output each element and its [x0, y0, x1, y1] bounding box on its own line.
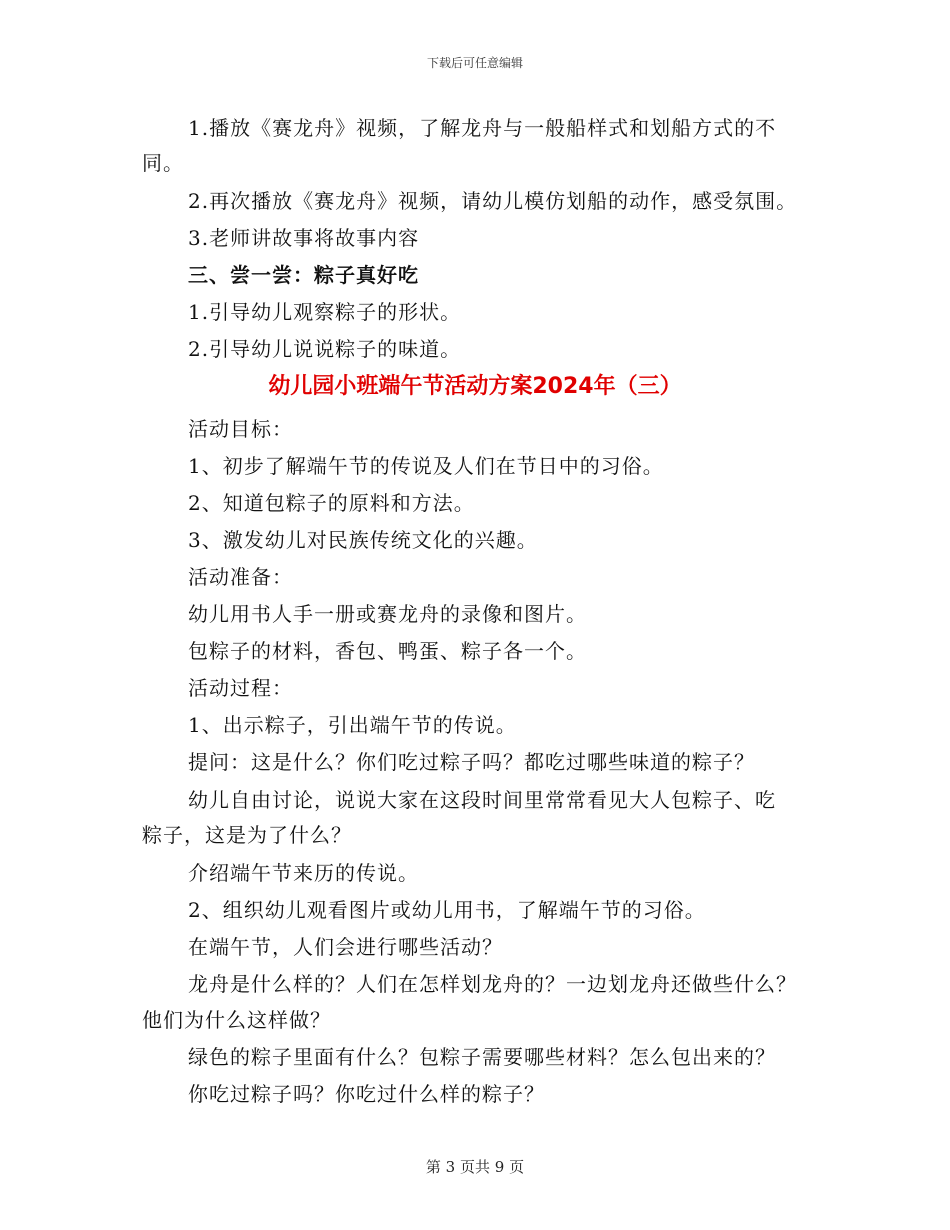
goal-item: 3、激发幼儿对民族传统文化的兴趣。	[188, 528, 538, 552]
process-line: 粽子，这是为了什么？	[142, 823, 352, 847]
goals-heading: 活动目标：	[188, 417, 293, 441]
process-heading: 活动过程：	[188, 676, 293, 700]
page-footer: 第 3 页共 9 页	[425, 1158, 525, 1176]
process-line: 提问：这是什么？你们吃过粽子吗？都吃过哪些味道的粽子？	[188, 750, 755, 774]
process-line: 他们为什么这样做？	[142, 1008, 331, 1032]
goal-item: 2、知道包粽子的原料和方法。	[188, 491, 475, 515]
process-line: 在端午节，人们会进行哪些活动？	[188, 935, 503, 959]
prep-heading: 活动准备：	[188, 565, 293, 589]
prep-item: 包粽子的材料，香包、鸭蛋、粽子各一个。	[188, 639, 587, 663]
plan-title: 幼儿园小班端午节活动方案2024年（三）	[268, 374, 682, 399]
paragraph-line: 1.引导幼儿观察粽子的形状。	[188, 300, 462, 324]
paragraph-line: 2.引导幼儿说说粽子的味道。	[188, 337, 462, 361]
process-line: 幼儿自由讨论，说说大家在这段时间里常常看见大人包粽子、吃	[188, 788, 776, 812]
paragraph-line: 同。	[142, 151, 184, 175]
goal-item: 1、初步了解端午节的传说及人们在节日中的习俗。	[188, 454, 664, 478]
section-heading: 三、尝一尝：粽子真好吃	[188, 263, 419, 287]
process-line: 2、组织幼儿观看图片或幼儿用书，了解端午节的习俗。	[188, 898, 706, 922]
process-line: 介绍端午节来历的传说。	[188, 861, 419, 885]
process-line: 龙舟是什么样的？人们在怎样划龙舟的？一边划龙舟还做些什么？	[188, 972, 797, 996]
paragraph-line: 1.播放《赛龙舟》视频，了解龙舟与一般船样式和划船方式的不	[188, 116, 777, 140]
process-line: 1、出示粽子，引出端午节的传说。	[188, 713, 517, 737]
paragraph-line: 3.老师讲故事将故事内容	[188, 226, 420, 250]
page-header: 下载后可任意编辑	[426, 56, 523, 70]
paragraph-line: 2.再次播放《赛龙舟》视频，请幼儿模仿划船的动作，感受氛围。	[188, 189, 798, 213]
prep-item: 幼儿用书人手一册或赛龙舟的录像和图片。	[188, 602, 587, 626]
process-line: 你吃过粽子吗？你吃过什么样的粽子？	[188, 1082, 545, 1106]
process-line: 绿色的粽子里面有什么？包粽子需要哪些材料？怎么包出来的？	[188, 1045, 776, 1069]
